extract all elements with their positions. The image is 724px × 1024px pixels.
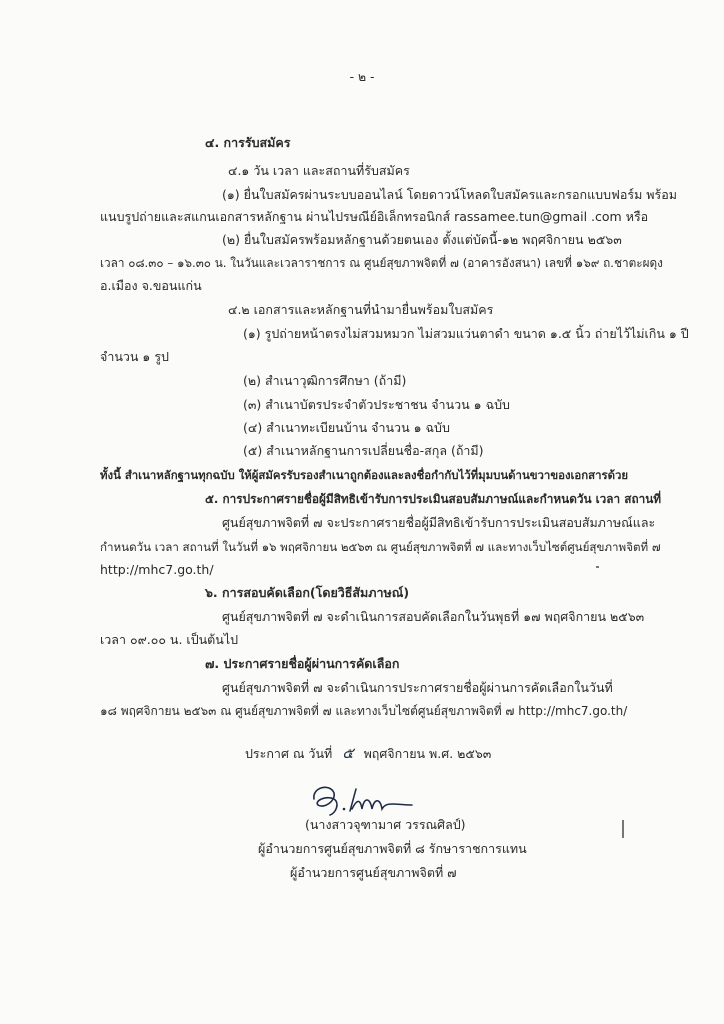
section-5-line-1: ศูนย์สุขภาพจิตที่ ๗ จะประกาศรายชื่อผู้มีสิทธิเข้ารับการประเมินสอบสัมภาษณ์และ	[222, 515, 656, 530]
page-number: - ๒ -	[349, 70, 375, 84]
announcement-date	[245, 744, 491, 763]
section-7-heading: ๗. ประกาศรายชื่อผู้ผ่านการคัดเลือก	[205, 656, 400, 671]
announcement-suffix: พฤศจิกายน พ.ศ. ๒๕๖๓	[363, 746, 492, 761]
signer-name: (นางสาวจุฑามาศ วรรณศิลป์)	[305, 817, 466, 832]
doc-5: (๕) สำเนาหลักฐานการเปลี่ยนชื่อ-สกุล (ถ้ามี)	[243, 443, 484, 458]
doc-2: (๒) สำเนาวุฒิการศึกษา (ถ้ามี)	[243, 373, 407, 388]
item-2-line-3: อ.เมือง จ.ขอนแก่น	[100, 278, 202, 293]
section-4-heading: ๔. การรับสมัคร	[205, 135, 291, 150]
section-6-line-2: เวลา ๐๙.๐๐ น. เป็นต้นไป	[100, 632, 239, 647]
section-7-line-2: ๑๘ พฤศจิกายน ๒๕๖๓ ณ ศูนย์สุขภาพจิตที่ ๗ และทางเว็บไซต์ศูนย์สุขภาพจิตที่ ๗ http://mhc7.go.th/	[100, 704, 628, 718]
doc-4: (๔) สำเนาทะเบียนบ้าน จำนวน ๑ ฉบับ	[243, 420, 450, 435]
section-4-2-title: ๔.๒ เอกสารและหลักฐานที่นำมายื่นพร้อมใบสมัคร	[228, 302, 494, 317]
section-6-line-1: ศูนย์สุขภาพจิตที่ ๗ จะดำเนินการสอบคัดเลือกในวันพุธที่ ๑๗ พฤศจิกายน ๒๕๖๓	[222, 609, 645, 624]
section-5-line-2: กำหนดวัน เวลา สถานที่ ในวันที่ ๑๖ พฤศจิกายน ๒๕๖๓ ณ ศูนย์สุขภาพจิตที่ ๗ และทางเว็บไซต์ศูนย์สุขภาพจิตที่ ๗	[100, 540, 661, 554]
section-6-heading: ๖. การสอบคัดเลือก(โดยวิธีสัมภาษณ์)	[205, 585, 410, 600]
signer-title-2: ผู้อำนวยการศูนย์สุขภาพจิตที่ ๗	[290, 865, 457, 880]
announcement-prefix: ประกาศ ณ วันที่	[245, 746, 333, 761]
section-7-line-1: ศูนย์สุขภาพจิตที่ ๗ จะดำเนินการประกาศรายชื่อผู้ผ่านการคัดเลือกในวันที่	[222, 680, 613, 695]
announcement-day: ๕	[342, 744, 354, 762]
section-4-1-title: ๔.๑ วัน เวลา และสถานที่รับสมัคร	[228, 163, 410, 178]
section-5-line-3: http://mhc7.go.th/	[100, 562, 214, 577]
doc-3: (๓) สำเนาบัตรประจำตัวประชาชน จำนวน ๑ ฉบับ	[243, 397, 510, 412]
section-5-heading: ๕. การประกาศรายชื่อผู้มีสิทธิเข้ารับการประเมินสอบสัมภาษณ์และกำหนดวัน เวลา สถานที่	[205, 492, 662, 506]
item-1-line-1: (๑) ยื่นใบสมัครผ่านระบบออนไลน์ โดยดาวน์โหลดใบสมัครและกรอกแบบฟอร์ม พร้อม	[222, 187, 677, 202]
scan-dot	[596, 566, 599, 568]
signature	[300, 775, 430, 820]
signer-title-1: ผู้อำนวยการศูนย์สุขภาพจิตที่ ๘ รักษาราชการแทน	[258, 841, 527, 856]
item-2-line-2: เวลา ๐๘.๓๐ – ๑๖.๓๐ น. ในวันและเวลาราชการ ณ ศูนย์สุขภาพจิตที่ ๗ (อาคารอังสนา) เลขที่ ๑๖๙ ถ.ชาตะผดุง	[100, 256, 663, 270]
doc-1-line-1: (๑) รูปถ่ายหน้าตรงไม่สวมหมวก ไม่สวมแว่นตาดำ ขนาด ๑.๕ นิ้ว ถ่ายไว้ไม่เกิน ๑ ปี	[243, 326, 689, 341]
item-2-line-1: (๒) ยื่นใบสมัครพร้อมหลักฐานด้วยตนเอง ตั้งแต่บัดนี้-๑๒ พฤศจิกายน ๒๕๖๓	[222, 232, 622, 247]
doc-1-line-2: จำนวน ๑ รูป	[100, 349, 169, 364]
scan-mark	[622, 820, 624, 838]
item-1-line-2: แนบรูปถ่ายและสแกนเอกสารหลักฐาน ผ่านไปรษณีย์อิเล็กทรอนิกส์ rassamee.tun@gmail .com หรือ	[100, 209, 649, 224]
certification-note: ทั้งนี้ สำเนาหลักฐานทุกฉบับ ให้ผู้สมัครรับรองสำเนาถูกต้องและลงชื่อกำกับไว้ที่มุมบนด้านขวาของเอกสารด้วย	[100, 468, 629, 482]
